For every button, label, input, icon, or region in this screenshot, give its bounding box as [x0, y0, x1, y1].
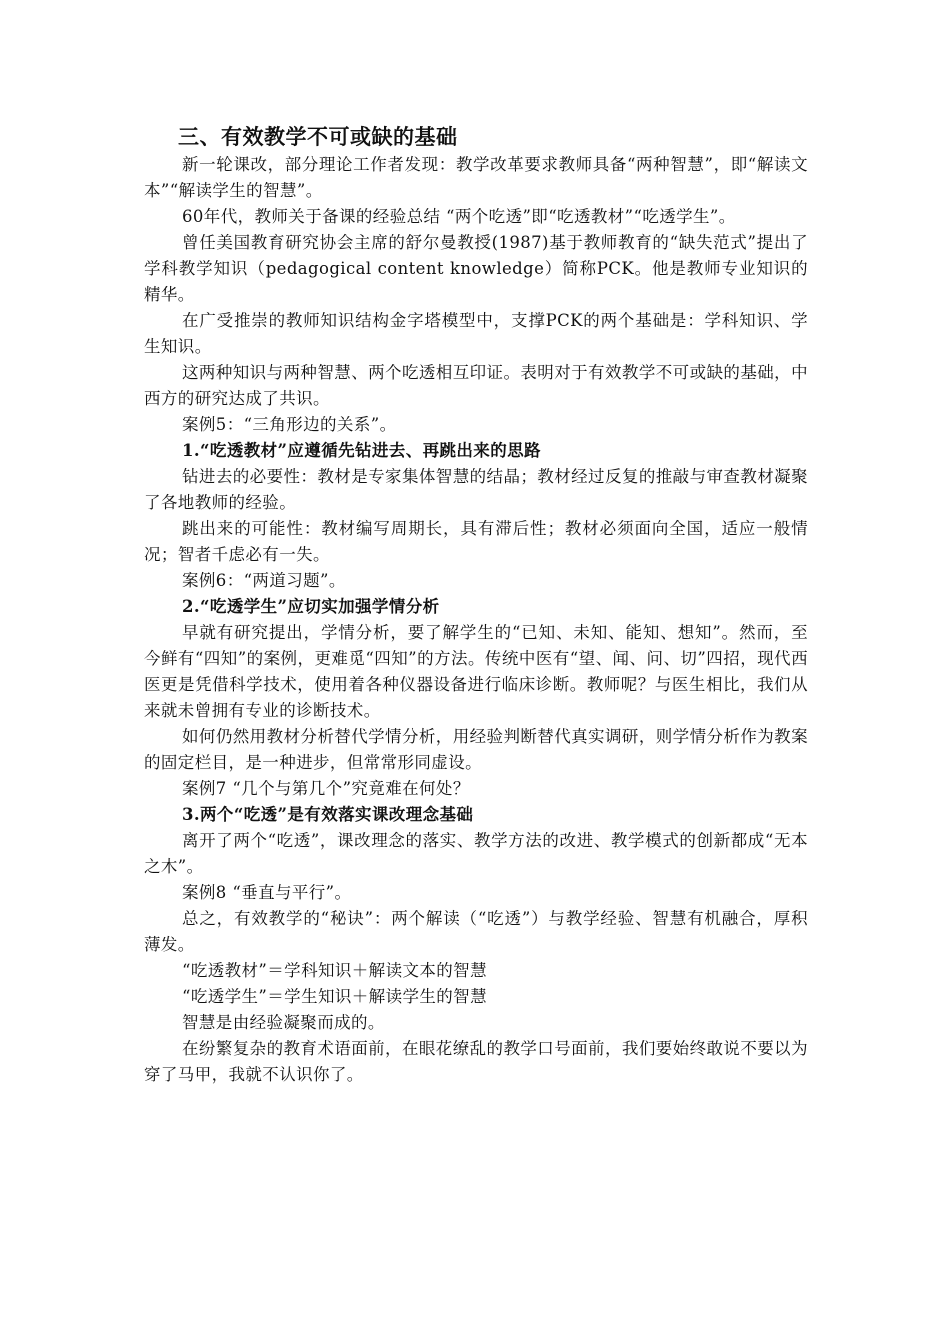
paragraph: 在纷繁复杂的教育术语面前，在眼花缭乱的教学口号面前，我们要始终敢说不要以为穿了马甲，我就不认识你了。 — [144, 1039, 808, 1084]
paragraph: 新一轮课改，部分理论工作者发现：教学改革要求教师具备“两种智慧”，即“解读文本”“解读学生的智慧”。 — [144, 155, 808, 200]
paragraph: 在广受推崇的教师知识结构金字塔模型中，支撑PCK的两个基础是：学科知识、学生知识。 — [144, 311, 808, 356]
paragraph: 案例5：“三角形边的关系”。 — [182, 415, 397, 434]
paragraph: 这两种知识与两种智慧、两个吃透相互印证。表明对于有效教学不可或缺的基础，中西方的研究达成了共识。 — [144, 363, 808, 408]
paragraph: 智慧是由经验凝聚而成的。 — [182, 1013, 385, 1032]
paragraph: 曾任美国教育研究协会主席的舒尔曼教授(1987)基于教师教育的“缺失范式”提出了学科教学知识（pedagogical content knowledge）简称PCK。他是教师专业知识的精华。 — [144, 233, 808, 304]
paragraph: “吃透教材”＝学科知识＋解读文本的智慧 — [182, 961, 487, 980]
paragraph: 跳出来的可能性：教材编写周期长，具有滞后性；教材必须面向全国，适应一般情况；智者千虑必有一失。 — [144, 519, 808, 564]
subsection-heading: 1.“吃透教材”应遵循先钻进去、再跳出来的思路 — [182, 441, 541, 460]
paragraph: “吃透学生”＝学生知识＋解读学生的智慧 — [182, 987, 487, 1006]
paragraph: 如何仍然用教材分析替代学情分析，用经验判断替代真实调研，则学情分析作为教案的固定栏目，是一种进步，但常常形同虚设。 — [144, 727, 808, 772]
document-body — [144, 122, 808, 1088]
paragraph-list — [144, 152, 808, 1088]
subsection-heading: 3.两个“吃透”是有效落实课改理念基础 — [182, 805, 474, 824]
paragraph: 早就有研究提出，学情分析，要了解学生的“已知、未知、能知、想知”。然而，至今鲜有“四知”的案例，更难觅“四知”的方法。传统中医有“望、闻、问、切”四招，现代西医更是凭借科学技术，使用着各种仪器设备进行临床诊断。教师呢？与医生相比，我们从来就未曾拥有专业的诊断技术。 — [144, 623, 808, 720]
paragraph: 60年代，教师关于备课的经验总结 “两个吃透”即“吃透教材”“吃透学生”。 — [182, 207, 736, 226]
paragraph: 案例6：“两道习题”。 — [182, 571, 346, 590]
paragraph: 案例7 “几个与第几个”究竟难在何处？ — [182, 779, 470, 798]
paragraph: 总之，有效教学的“秘诀”：两个解读（“吃透”）与教学经验、智慧有机融合，厚积薄发。 — [144, 909, 808, 954]
paragraph: 离开了两个“吃透”，课改理念的落实、教学方法的改进、教学模式的创新都成“无本之木”。 — [144, 831, 808, 876]
subsection-heading: 2.“吃透学生”应切实加强学情分析 — [182, 597, 440, 616]
paragraph: 钻进去的必要性：教材是专家集体智慧的结晶；教材经过反复的推敲与审查教材凝聚了各地教师的经验。 — [144, 467, 808, 512]
paragraph: 案例8 “垂直与平行”。 — [182, 883, 352, 902]
section-heading: 三、有效教学不可或缺的基础 — [178, 124, 458, 149]
